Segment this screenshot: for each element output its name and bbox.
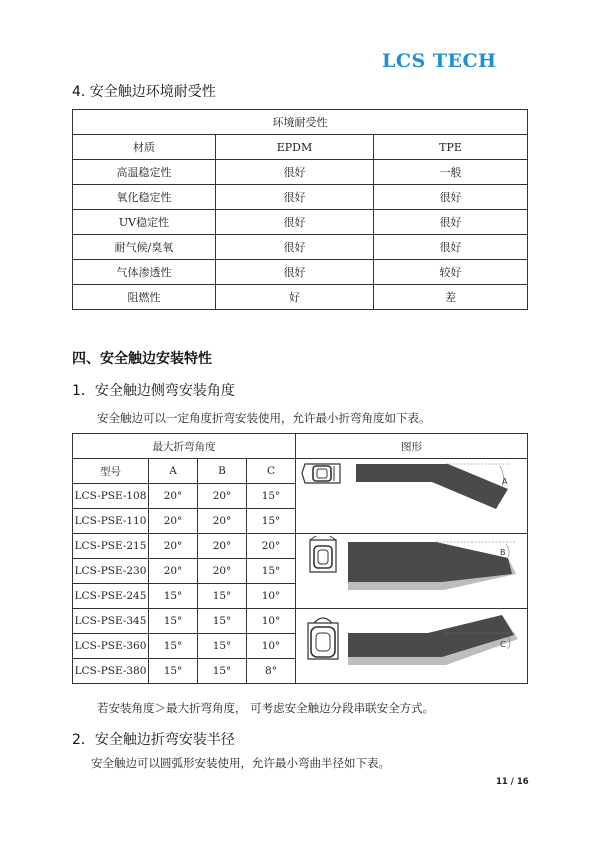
table-cell: LCS-PSE-360 [73,634,149,659]
page-number: 11 / 16 [496,777,529,787]
table-cell: 20° [198,509,247,534]
table-cell: 15° [149,659,198,684]
strip-c [348,615,518,665]
table-cell: 15° [149,634,198,659]
table-cell: 15° [247,484,296,509]
profile-icon-c [308,618,338,659]
table-cell: 很好 [374,185,528,210]
table-cell: LCS-PSE-380 [73,659,149,684]
table-cell: LCS-PSE-230 [73,559,149,584]
table-cell: 15° [198,609,247,634]
section-4-title: 4. 安全触边环境耐受性 [72,84,216,100]
table-cell: 很好 [374,235,528,260]
table-header-row [73,459,528,484]
table-cell: 好 [216,285,374,310]
table-cell: 15° [198,584,247,609]
table-cell: LCS-PSE-345 [73,609,149,634]
table-cell: 15° [198,659,247,684]
table-cell: LCS-PSE-245 [73,584,149,609]
table-cell: 很好 [216,235,374,260]
company-logo: LCS TECH [382,50,497,72]
column-header: A [149,459,198,484]
table-row [73,210,528,235]
table-row [73,260,528,285]
table-cell: UV稳定性 [73,210,216,235]
bend-figure-c [296,609,525,683]
table-caption: 环境耐受性 [73,110,528,135]
chapter-4-title: 四、安全触边安装特性 [72,351,212,367]
figure-cell-a [296,459,528,534]
strip-a [356,464,510,509]
table-cell: 氧化稳定性 [73,185,216,210]
table-cell: 很好 [216,160,374,185]
table-cell: 15° [247,559,296,584]
table-cell: 10° [247,609,296,634]
table-row [73,185,528,210]
subsection-1-title: 1．安全触边侧弯安装角度 [72,383,235,399]
subsection-1-intro: 安全触边可以一定角度折弯安装使用，允许最小折弯角度如下表。 [97,411,431,425]
table-header-row [73,135,528,160]
column-header: C [247,459,296,484]
table-cell: 10° [247,584,296,609]
group-header: 最大折弯角度 [73,434,296,459]
environment-tolerance-table [72,109,528,310]
column-header: 材质 [73,135,216,160]
table-cell: 20° [149,509,198,534]
bend-angle-table [72,433,528,684]
table-cell: LCS-PSE-108 [73,484,149,509]
figure-header: 图形 [296,434,528,459]
angle-label-c: C [500,640,506,649]
column-header: TPE [374,135,528,160]
table-cell: LCS-PSE-215 [73,534,149,559]
table-cell: 很好 [216,260,374,285]
table-cell: 20° [198,559,247,584]
profile-icon-b [310,536,336,572]
column-header: EPDM [216,135,374,160]
strip-b [348,542,516,590]
subsection-2-title: 2．安全触边折弯安装半径 [72,732,235,748]
table-cell: 20° [198,484,247,509]
table-cell: 阻燃性 [73,285,216,310]
angle-label-b: B [500,548,506,557]
table-cell: 差 [374,285,528,310]
table-cell: 很好 [216,185,374,210]
profile-icon-a [302,464,340,483]
table-cell: 20° [149,484,198,509]
table-cell: 15° [247,509,296,534]
table-cell: 很好 [216,210,374,235]
figure-cell-c [296,609,528,684]
bend-figure-a [296,459,525,533]
bend-note: 若安装角度＞最大折弯角度， 可考虑安全触边分段串联安全方式。 [97,701,435,715]
table-cell: 10° [247,634,296,659]
table-cell: 气体渗透性 [73,260,216,285]
table-row [73,534,528,559]
table-cell: 较好 [374,260,528,285]
table-row [73,235,528,260]
table-cell: 15° [149,584,198,609]
table-cell: 20° [149,534,198,559]
bend-figure-b [296,534,525,608]
table-cell: 很好 [374,210,528,235]
table-cell: 20° [247,534,296,559]
table-cell: 耐气候/臭氧 [73,235,216,260]
subsection-2-intro: 安全触边可以圆弧形安装使用，允许最小弯曲半径如下表。 [91,756,390,770]
table-row [73,285,528,310]
table-cell: 20° [149,559,198,584]
table-cell: 20° [198,534,247,559]
table-cell: 15° [198,634,247,659]
table-cell: 高温稳定性 [73,160,216,185]
table-cell: 8° [247,659,296,684]
table-cell: 15° [149,609,198,634]
table-row [73,609,528,634]
table-caption-row [73,110,528,135]
table-row [73,160,528,185]
column-header: 型号 [73,459,149,484]
table-group-header-row [73,434,528,459]
figure-cell-b [296,534,528,609]
angle-label-a: A [502,477,508,486]
column-header: B [198,459,247,484]
table-cell: 一般 [374,160,528,185]
table-cell: LCS-PSE-110 [73,509,149,534]
